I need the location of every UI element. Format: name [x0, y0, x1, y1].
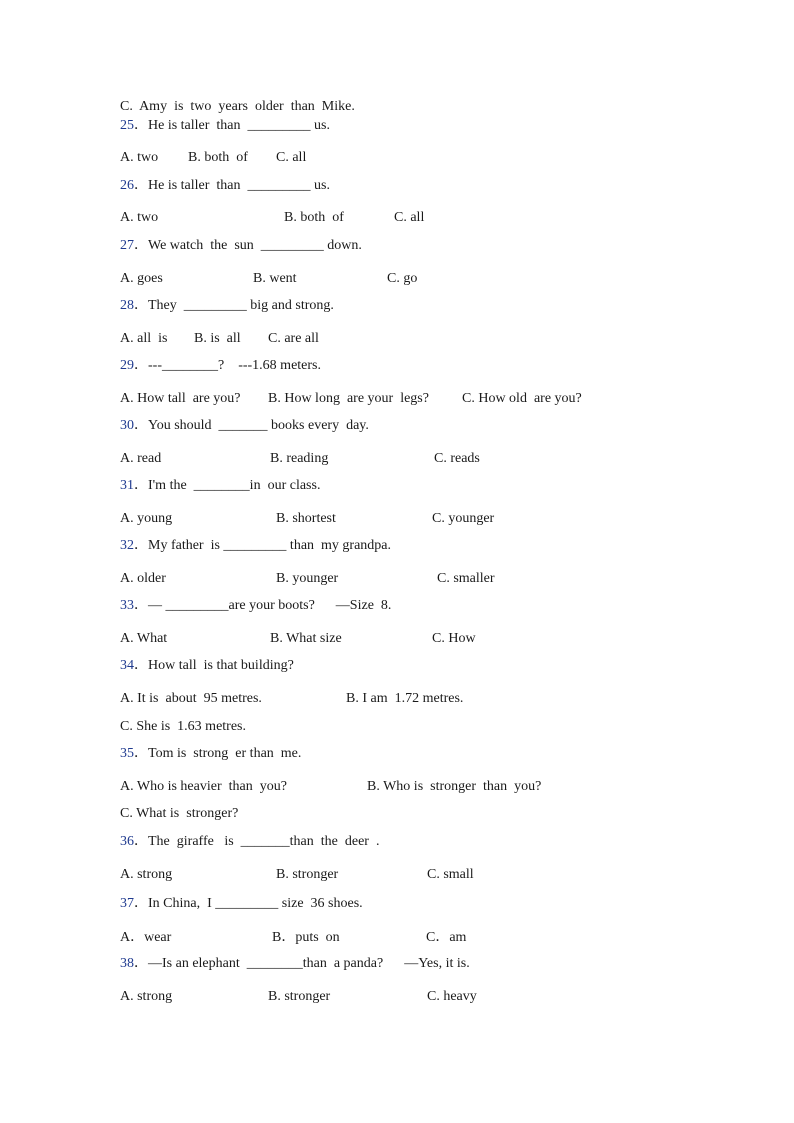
question-number: 34 [120, 658, 134, 673]
option-a: A. goes [120, 271, 163, 286]
option-b: B. both of [284, 210, 344, 225]
option-a: A. two [120, 150, 159, 165]
question-25 [120, 117, 330, 135]
question-32 [120, 537, 391, 555]
question-text: ．He is taller than _________ us. [134, 178, 330, 193]
option-a: A. young [120, 511, 173, 526]
question-33 [120, 597, 391, 615]
question-29 [120, 357, 321, 375]
question-38 [120, 955, 470, 973]
option-c: C. go [387, 271, 418, 286]
question-number: 26 [120, 178, 134, 193]
option-b: B. went [253, 271, 297, 286]
option-b: B．puts on [272, 930, 340, 945]
option-a: A. all is [120, 331, 168, 346]
option-c: C. heavy [427, 989, 477, 1004]
option-c: C. younger [432, 511, 495, 526]
option-c: C. smaller [437, 571, 495, 586]
option-b: B. younger [276, 571, 339, 586]
option-c: C．am [426, 930, 467, 945]
question-28 [120, 297, 334, 315]
question-number: 30 [120, 418, 134, 433]
question-37 [120, 895, 363, 913]
question-31 [120, 477, 320, 495]
option-c: C. How [432, 631, 476, 646]
option-c: C. all [276, 150, 307, 165]
question-text: ．Tom is strong er than me. [134, 746, 302, 761]
question-number: 37 [120, 896, 134, 911]
option-a: A. strong [120, 989, 173, 1004]
question-text: ．—Is an elephant ________than a panda? —Yes, it is. [134, 956, 470, 971]
question-text: ．They _________ big and strong. [134, 298, 334, 313]
option-c: C. She is 1.63 metres. [120, 719, 246, 734]
question-number: 32 [120, 538, 134, 553]
option-a: A. How tall are you? [120, 391, 241, 406]
question-number: 31 [120, 478, 134, 493]
option-b: B. is all [194, 331, 241, 346]
option-b: B. stronger [276, 867, 339, 882]
question-27 [120, 237, 362, 255]
question-text: ．How tall is that building? [134, 658, 294, 673]
option-a: A. two [120, 210, 159, 225]
question-text: ．The giraffe is _______than the deer . [134, 834, 380, 849]
option-a: A. strong [120, 867, 173, 882]
option-c: C. are all [268, 331, 319, 346]
option-c: C. What is stronger? [120, 806, 239, 821]
question-text: ．---________? ---1.68 meters. [134, 358, 322, 373]
option-a: A. read [120, 451, 162, 466]
question-34 [120, 657, 294, 675]
question-number: 35 [120, 746, 134, 761]
question-number: 33 [120, 598, 134, 613]
question-35 [120, 745, 301, 763]
question-30 [120, 417, 369, 435]
question-text: ．You should _______ books every day. [134, 418, 369, 433]
question-number: 38 [120, 956, 134, 971]
option-a: A．wear [120, 930, 172, 945]
option-b: B. stronger [268, 989, 331, 1004]
option-b: B. Who is stronger than you? [367, 779, 542, 794]
question-number: 28 [120, 298, 134, 313]
option-a: A. What [120, 631, 168, 646]
option-b: B. reading [270, 451, 329, 466]
question-number: 29 [120, 358, 134, 373]
option-c: C. small [427, 867, 474, 882]
option-c: C. How old are you? [462, 391, 582, 406]
option-b: B. What size [270, 631, 342, 646]
question-text: ．— _________are your boots? —Size 8. [134, 598, 392, 613]
option-a: A. Who is heavier than you? [120, 779, 287, 794]
question-text: ．In China, I _________ size 36 shoes. [134, 896, 363, 911]
question-26 [120, 177, 330, 195]
option-b: B. both of [188, 150, 248, 165]
lead-option-line: C. Amy is two years older than Mike. [120, 99, 355, 114]
option-c: C. reads [434, 451, 480, 466]
option-b: B. I am 1.72 metres. [346, 691, 464, 706]
option-b: B. shortest [276, 511, 336, 526]
question-text: ．We watch the sun _________ down. [134, 238, 362, 253]
question-number: 36 [120, 834, 134, 849]
question-number: 27 [120, 238, 134, 253]
option-b: B. How long are your legs? [268, 391, 429, 406]
option-c: C. all [394, 210, 425, 225]
question-text: ．I'm the ________in our class. [134, 478, 321, 493]
question-text: ．He is taller than _________ us. [134, 118, 330, 133]
option-a: A. It is about 95 metres. [120, 691, 262, 706]
option-a: A. older [120, 571, 166, 586]
question-text: ．My father is _________ than my grandpa. [134, 538, 392, 553]
question-number: 25 [120, 118, 134, 133]
question-36 [120, 833, 379, 851]
